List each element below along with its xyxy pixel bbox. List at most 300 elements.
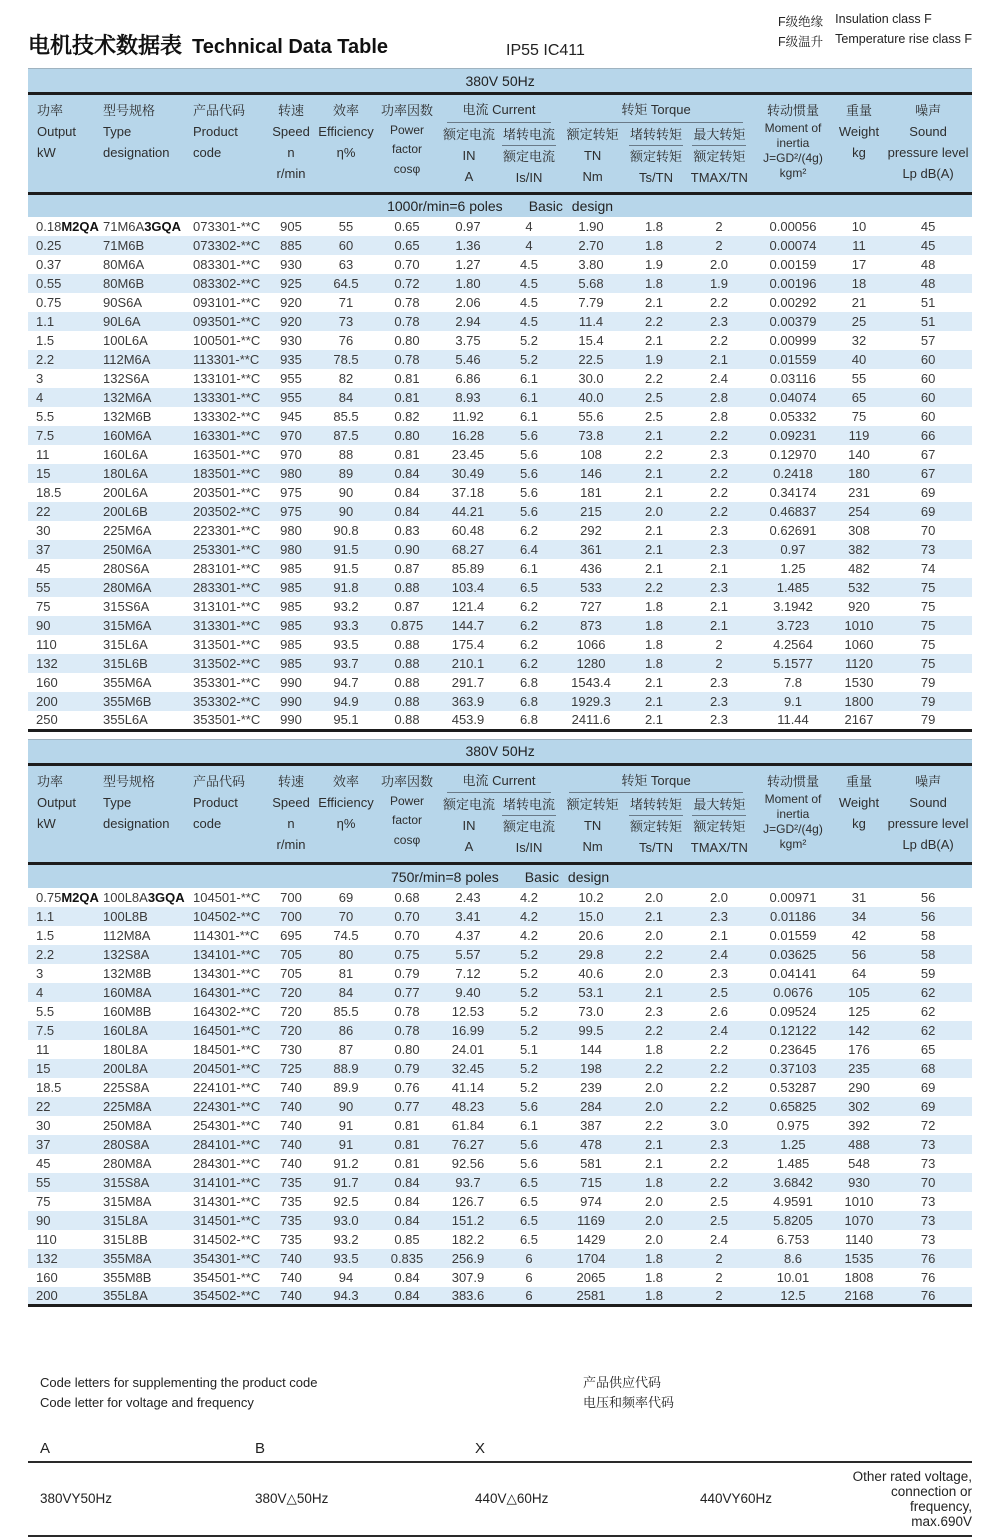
table-cell: 0.04074 (769, 390, 817, 406)
table-cell: 990 (280, 712, 302, 728)
table-cell: 180L8A (103, 1041, 148, 1057)
table-cell: 2 (715, 1269, 723, 1285)
table-cell: 1.485 (776, 580, 810, 596)
table-cell: 75 (920, 599, 936, 615)
rated-torque-unit: Nm (582, 168, 603, 184)
code-label-zh: 产品代码 (193, 773, 246, 789)
table-cell: 581 (580, 1155, 602, 1171)
table-cell: 0.01186 (769, 908, 817, 924)
table-cell: 2.1 (644, 712, 664, 728)
table-cell: 73 (920, 1155, 936, 1171)
torque-group-title: 转矩 Torque (569, 100, 743, 123)
table-cell: 84 (338, 390, 354, 406)
table-cell: 5.2 (519, 1060, 539, 1076)
table-cell: 91.2 (333, 1155, 359, 1171)
table-cell: 75 (36, 1193, 51, 1209)
table-cell: 114301-**C (193, 927, 260, 943)
table-cell: 134301-**C (193, 965, 261, 981)
table-cell: 4 (36, 390, 44, 406)
table-cell: 2.1 (709, 352, 729, 368)
table-cell: 740 (280, 1155, 302, 1171)
table-cell: 200L6A (103, 485, 148, 501)
table-cell: 60 (338, 238, 354, 254)
table-cell: 0.34174 (769, 485, 817, 501)
table-cell: 1.8 (644, 599, 664, 615)
table-cell: 453.9 (451, 712, 485, 728)
table-cell: 11 (852, 238, 866, 254)
table-cell: 2.0 (644, 1193, 664, 1209)
table-cell: 94.9 (333, 694, 359, 710)
table-cell: 160M8A (103, 984, 152, 1000)
pf-label-zh: 功率因数 (380, 103, 433, 118)
table-cell: 94.7 (333, 675, 359, 691)
table-cell: 6.2 (519, 523, 539, 539)
column-header-speed (266, 94, 316, 194)
table-cell: 3 (36, 371, 44, 387)
table-cell: 1.90 (578, 219, 604, 235)
table-cell: 2167 (844, 712, 874, 728)
table-cell: 1.8 (644, 637, 664, 653)
table-cell: 6.1 (519, 409, 539, 425)
table-cell: 81 (338, 965, 354, 981)
table-cell: 5.68 (578, 276, 604, 292)
table-cell: 5.5 (36, 1003, 55, 1019)
table-cell: 76 (920, 1288, 936, 1304)
table-cell: 2.94 (455, 314, 481, 330)
table-cell: 75 (920, 618, 936, 634)
locked-torque-den-zh: 额定转矩 (629, 148, 682, 164)
table-cell: 144 (580, 1041, 602, 1057)
table-cell: 164301-**C (193, 984, 261, 1000)
table-cell: 2.1 (644, 694, 664, 710)
table-cell: 21 (851, 295, 867, 311)
table-cell: 925 (280, 276, 302, 292)
table-cell: 132M8B (103, 965, 152, 981)
table-cell: 55 (338, 219, 354, 235)
table-cell: 920 (280, 295, 302, 311)
table-row (28, 1268, 972, 1287)
table-cell: 133301-**C (193, 390, 261, 406)
table-cell: 32.45 (451, 1060, 485, 1076)
table-cell: 87.5 (333, 428, 359, 444)
table-cell: 250 (36, 712, 58, 728)
table-cell: 387 (580, 1117, 602, 1133)
table-cell: 89 (338, 466, 354, 482)
column-header-power-factor (376, 94, 438, 194)
table-cell: 0.09231 (769, 428, 817, 444)
table-cell: 45 (36, 1155, 51, 1171)
output-unit: kW (37, 815, 56, 831)
table-cell: 5.2 (519, 946, 539, 962)
table-cell: 1.25 (780, 1136, 806, 1152)
table-row (28, 407, 972, 426)
table-cell: 1.8 (644, 1174, 664, 1190)
table-cell: 990 (280, 694, 302, 710)
footer (28, 1373, 972, 1536)
table-cell: 0.75 (36, 295, 62, 311)
table-cell: 37 (36, 542, 51, 558)
table-cell: 0.70 (394, 927, 420, 943)
current-group-title: 电流 Current (447, 100, 551, 123)
table-cell: 0.84 (394, 1269, 420, 1285)
table-cell: 183501-**C (193, 466, 261, 482)
table-cell: 2 (715, 1250, 723, 1266)
table-cell: 164501-**C (193, 1022, 261, 1038)
table-cell: 30 (36, 1117, 51, 1133)
table-cell: 314101-**C (193, 1174, 261, 1190)
table-cell: 48 (920, 276, 936, 292)
table-cell: 0.25 (36, 238, 62, 254)
table-cell: 6.2 (519, 599, 539, 615)
table-cell: 083301-**C (193, 257, 261, 273)
table-cell: 740 (280, 1079, 302, 1095)
table-cell: 40.0 (578, 390, 604, 406)
table-cell: 985 (280, 561, 302, 577)
table-cell: 224301-**C (193, 1098, 261, 1114)
table-cell: 1140 (845, 1231, 873, 1247)
table-cell: 56 (851, 946, 867, 962)
output-label-zh: 功率 (37, 773, 64, 789)
table-cell: 160 (36, 675, 58, 691)
table-cell: 1800 (844, 694, 874, 710)
table-cell: 740 (280, 1117, 302, 1133)
inertia-unit: kgm² (779, 836, 807, 851)
table-cell: 73 (920, 1212, 936, 1228)
table-cell: 71 (338, 295, 354, 311)
max-torque-label-zh: 最大转矩 (692, 794, 746, 816)
table-cell: 200 (36, 694, 58, 710)
table-cell: 0.00196 (769, 276, 817, 292)
table-cell: 5.2 (519, 1022, 539, 1038)
table-cell: 930 (280, 257, 302, 273)
table-cell: 69 (920, 485, 936, 501)
table-cell: 2.2 (709, 504, 729, 520)
inertia-unit: kgm² (779, 166, 807, 181)
table-cell: 705 (280, 946, 302, 962)
table-cell: 0.53287 (769, 1079, 817, 1095)
table-cell: 146 (580, 466, 602, 482)
table-cell: 80M6A (103, 257, 145, 273)
table-row (28, 888, 972, 907)
table-cell: 354502-**C (193, 1288, 261, 1304)
locked-torque-label-zh: 堵转转矩 (629, 794, 683, 816)
table-cell: 15 (36, 466, 51, 482)
table-cell: 0.82 (394, 409, 420, 425)
table-cell: 93.0 (333, 1212, 359, 1228)
temp-rise-label-zh: F级温升 (778, 35, 824, 49)
table-cell: 53.1 (578, 984, 604, 1000)
table-cell: 132S8A (103, 946, 150, 962)
table-row (28, 1173, 972, 1192)
table-cell: 11 (36, 447, 50, 463)
page-title-zh: 电机技术数据表 (28, 33, 183, 58)
table-cell: 184501-**C (193, 1041, 261, 1057)
table-cell: 91.5 (333, 561, 359, 577)
table-cell: 18.5 (36, 1079, 62, 1095)
table-cell: 180L6A (103, 466, 148, 482)
table-cell: 740 (280, 1250, 302, 1266)
table-cell: 0.84 (394, 466, 420, 482)
table-row (28, 521, 972, 540)
table-cell: 3.723 (776, 618, 810, 634)
weight-label-en: Weight (838, 794, 880, 810)
table-cell: 315S8A (103, 1174, 150, 1190)
table-cell: 15.0 (578, 908, 604, 924)
table-cell: 1.8 (644, 1041, 664, 1057)
table-cell: 5.2 (519, 333, 539, 349)
table-cell: 0.12122 (769, 1022, 817, 1038)
table-cell: 1704 (576, 1250, 606, 1266)
table-cell: 3.80 (578, 257, 604, 273)
table-cell: 142 (848, 1022, 870, 1038)
code-label-en: Product (193, 124, 238, 140)
table-cell: 6.1 (519, 1117, 539, 1133)
table-cell: 1070 (844, 1212, 874, 1228)
table-cell: 7.5 (36, 1022, 55, 1038)
table-row (28, 964, 972, 983)
table-cell: 256.9 (451, 1250, 485, 1266)
table-row (28, 1021, 972, 1040)
table-cell: 0.55 (36, 276, 62, 292)
table-cell: 23.45 (451, 447, 485, 463)
table-cell: 0.87 (394, 561, 420, 577)
table-cell: 29.8 (578, 946, 604, 962)
table-row (28, 293, 972, 312)
table-cell: 2.3 (709, 694, 729, 710)
type-label-en2: designation (103, 815, 170, 831)
table-cell: 2.2 (709, 1079, 729, 1095)
table-cell: 0.88 (394, 675, 420, 691)
table-cell: 0.23645 (769, 1041, 817, 1057)
table-cell: 30 (36, 523, 51, 539)
noise-label-en: Sound (909, 124, 947, 140)
table-cell: 41.14 (451, 1079, 485, 1095)
table-cell: 31 (851, 889, 867, 905)
table-cell: 5.2 (519, 984, 539, 1000)
table-cell: 2.2 (709, 485, 729, 501)
table-cell: 239 (580, 1079, 602, 1095)
table-cell: 980 (280, 523, 302, 539)
table-cell: 90 (36, 618, 51, 634)
table-cell: 56 (920, 889, 936, 905)
table-cell: 223301-**C (193, 523, 261, 539)
footer-note-zh1: 产品供应代码 (583, 1375, 662, 1391)
table-cell: 5.6 (519, 1098, 539, 1114)
table-cell: 85.5 (333, 409, 359, 425)
table-row (28, 673, 972, 692)
table-cell: 34 (851, 908, 867, 924)
table-cell: 985 (280, 618, 302, 634)
rated-torque-label-zh: 额定转矩 (566, 126, 619, 142)
table-cell: 355L8A (103, 1288, 148, 1304)
table-cell: 1.8 (644, 1288, 664, 1304)
table-cell: 204501-**C (193, 1060, 261, 1076)
table-cell: 0.65 (394, 238, 420, 254)
table-cell: 0.37103 (769, 1060, 817, 1076)
table-cell: 4.5 (519, 314, 539, 330)
table-row (28, 540, 972, 559)
table-cell: 56 (920, 908, 936, 924)
table-cell: 975 (280, 504, 302, 520)
table-cell: 225S8A (103, 1079, 150, 1095)
table-cell: 885 (280, 238, 302, 254)
table-cell: 1535 (844, 1250, 874, 1266)
table-cell: 93.3 (333, 618, 359, 634)
table-cell: 69 (920, 1098, 936, 1114)
page-title (28, 29, 388, 60)
table-cell: 1.8 (644, 1269, 664, 1285)
insulation-label-en: Insulation class F (835, 12, 932, 26)
table-cell: 91 (338, 1117, 354, 1133)
table-cell: 4.5 (519, 276, 539, 292)
table-cell: 71M6A3GQA (103, 219, 182, 235)
table-cell: 75 (920, 656, 936, 672)
table-cell: 2.1 (644, 485, 664, 501)
table-cell: 2.4 (709, 1231, 729, 1247)
footer-note-en2: Code letter for voltage and frequency (40, 1395, 254, 1411)
table-cell: 990 (280, 675, 302, 691)
table-cell: 160M6A (103, 428, 152, 444)
table-cell: 0.88 (394, 656, 420, 672)
column-header-inertia (752, 764, 834, 864)
table-cell: 2.2 (709, 333, 729, 349)
table-cell: 354301-**C (193, 1250, 261, 1266)
table-cell: 20.6 (578, 927, 604, 943)
table-cell: 42 (851, 927, 867, 943)
table-cell: 58 (920, 927, 936, 943)
table-cell: 2.5 (709, 1193, 729, 1209)
table-cell: 103.4 (451, 580, 485, 596)
table-cell: 905 (280, 219, 302, 235)
table-cell: 0.81 (394, 1136, 420, 1152)
table-cell: 2581 (576, 1288, 606, 1304)
column-header-weight (834, 94, 884, 194)
table-cell: 945 (280, 409, 302, 425)
table-cell: 100L6A (103, 333, 148, 349)
table-cell: 0.835 (390, 1250, 424, 1266)
table-cell: 2.3 (709, 1136, 729, 1152)
output-unit: kW (37, 145, 56, 161)
table-cell: 355M8B (103, 1269, 152, 1285)
table-cell: 112M8A (103, 927, 151, 943)
table-cell: 224101-**C (193, 1079, 261, 1095)
table-cell: 5.6 (519, 1155, 539, 1171)
table-cell: 1010 (844, 1193, 874, 1209)
inertia-label-zh: 转动惯量 (766, 773, 819, 789)
table-cell: 315L8B (103, 1231, 148, 1247)
table-cell: 705 (280, 965, 302, 981)
poles-subheader (28, 193, 972, 217)
table-cell: 37.18 (451, 485, 485, 501)
table-cell: 6.2 (519, 656, 539, 672)
table-row (28, 236, 972, 255)
pf-label-en: Power (389, 793, 424, 808)
table-cell: 17 (851, 257, 867, 273)
table-cell: 71M6B (103, 238, 145, 254)
table-cell: 2.3 (709, 908, 729, 924)
table-cell: 22 (36, 504, 51, 520)
table-cell: 93.5 (333, 1250, 359, 1266)
table-cell: 6.1 (519, 371, 539, 387)
table-cell: 0.72 (394, 276, 420, 292)
table-cell: 100501-**C (193, 333, 261, 349)
table-cell: 9.40 (455, 984, 481, 1000)
max-torque-label-zh: 最大转矩 (692, 124, 746, 146)
table-cell: 5.2 (519, 965, 539, 981)
table-cell: 2.1 (644, 1136, 664, 1152)
rated-torque-symbol: TN (583, 147, 602, 163)
table-row (28, 983, 972, 1002)
output-label-en: Output (37, 124, 77, 140)
table-cell: 0.975 (776, 1117, 810, 1133)
table-row (28, 1040, 972, 1059)
table-cell: 955 (280, 390, 302, 406)
table-cell: 715 (580, 1174, 602, 1190)
efficiency-label-zh: 效率 (332, 103, 359, 118)
table-cell: 90L6A (103, 314, 141, 330)
table-cell: 225M6A (103, 523, 152, 539)
table-cell: 58 (920, 946, 936, 962)
table-cell: 1.9 (644, 257, 664, 273)
table-cell: 126.7 (451, 1193, 485, 1209)
table-cell: 8.93 (455, 390, 481, 406)
table-cell: 284101-**C (193, 1136, 261, 1152)
table-cell: 533 (580, 580, 602, 596)
table-row (28, 1192, 972, 1211)
table-cell: 2.1 (644, 523, 664, 539)
speed-label-en: Speed (272, 794, 310, 810)
table-cell: 1.8 (644, 1250, 664, 1266)
table-row (28, 1211, 972, 1230)
table-cell: 2.1 (644, 1155, 664, 1171)
table-cell: 73 (920, 542, 936, 558)
table-cell: 975 (280, 485, 302, 501)
table-row (28, 1249, 972, 1268)
table-cell: 125 (848, 1003, 870, 1019)
table-cell: 1280 (576, 656, 606, 672)
table-cell: 3.41 (455, 908, 481, 924)
table-cell: 5.6 (519, 485, 539, 501)
table-cell: 930 (848, 1174, 870, 1190)
table-cell: 0.68 (394, 889, 420, 905)
table-cell: 100L8A3GQA (103, 889, 185, 905)
table-cell: 51 (920, 314, 936, 330)
table-cell: 1.5 (36, 927, 55, 943)
rated-torque-unit: Nm (582, 839, 603, 855)
table-cell: 1530 (844, 675, 874, 691)
table-row (28, 559, 972, 578)
table-cell: 110 (36, 637, 57, 653)
table-row (28, 945, 972, 964)
table-cell: 2.3 (709, 447, 729, 463)
table-cell: 75 (36, 599, 51, 615)
table-cell: 40.6 (578, 965, 604, 981)
rated-current-unit: A (464, 839, 474, 855)
table-cell: 284301-**C (193, 1155, 261, 1171)
table-cell: 6.1 (519, 390, 539, 406)
table-cell: 0.76 (394, 1079, 420, 1095)
table-cell: 93.7 (333, 656, 359, 672)
table-cell: 6.2 (519, 618, 539, 634)
table-cell: 0.75M2QA (36, 889, 99, 905)
table-cell: 253301-**C (193, 542, 261, 558)
table-row (28, 483, 972, 502)
column-header-code (180, 764, 266, 864)
table-cell: 51 (920, 295, 936, 311)
table-cell: 985 (280, 656, 302, 672)
table-cell: 110 (36, 1231, 57, 1247)
table-cell: 0.00056 (769, 219, 817, 235)
